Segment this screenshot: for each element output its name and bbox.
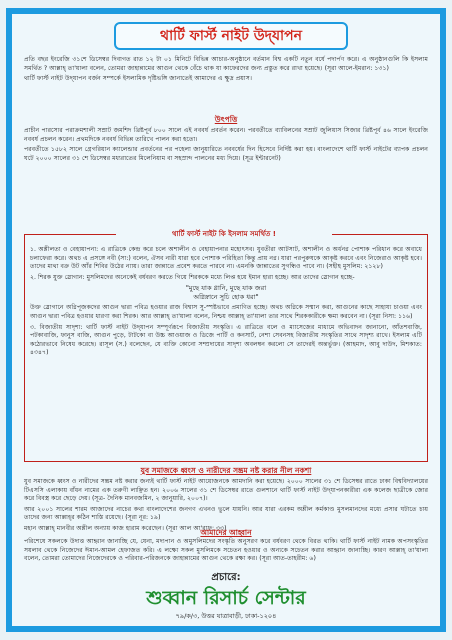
point-item: ২. শিরক যুক্ত স্লোগান: মুসলিমদের অনেকেই বর্ষবরণ করতে গিয়ে শিরককে মধ্যে লিপ্ত হয়ে ইমান হারা হচ্ছে। আর তাদের স্লোগান হচ্ছে-: [30, 273, 355, 281]
appeal-section: [24, 538, 428, 566]
appeal-heading: আমাদের আহ্বান: [200, 528, 252, 537]
origin-heading: উৎপত্তি: [214, 115, 238, 124]
page-title: থার্টি ফার্স্ট নাইট উদ্‌যাপন: [160, 28, 302, 44]
organization-name: শুব্বান রিসার্চ সেন্টার: [146, 587, 306, 609]
youth-heading: যুব সমাজকে ধ্বংস ও নারীদের সম্ভ্রম নষ্ট করার নীল নকশা: [140, 466, 312, 475]
appeal-paragraph: পরিশেষে সকলকে উদাত্ত আহ্বান জানাচ্ছি যে, যেনা, মদ্যপান ও অমুসলিমদের সংস্কৃতি অনুসরণ করে বর্ষবরণ থেকে বিরত থাকি। থার্টি ফার্স্ট নাইট নামক অপসংস্কৃতির সয়লাব থেকে নিজেদের ঈমান-আমল হেফাজত করি। এ লক্ষ্যে সকল মুসলিমকে সচেতন হওয়ার ও অন্যকে সচেতন করার আহ্বান জানাচ্ছি। কারণ আল্লাহ্‌ তা'য়ালা বলেন, তোমরা তোমাদের নিজেদেরকে ও পরিবার-পরিজনকে জাহান্নামের আগুন থেকে রক্ষা কর। (সূরা আত-তাহরীম: ৬): [24, 538, 428, 563]
intro-paragraph: প্রতি বছর ইংরেজি ৩১শে ডিসেম্বর দিবাগত রাত ১২ টা ০১ মিনিটে বিভিন্ন আচার-অনুষ্ঠানে বর্তমান বিশ্ব একটি নতুন বর্ষে পদার্পণ করে। এ অনুষ্ঠানগুলি কি ইসলাম সমর্থিত ? আল্লাহ্‌ তা'য়ালা বলেন, তোমরা জাহান্নামের আগুন থেকে বেঁচে থাক যা কাফেরদের জন্য প্রস্তুত করে রাখা হয়েছে। (সূরা আলে-ইমরান: ১৩১): [24, 56, 428, 72]
origin-paragraph: প্রাচীন পারস্যের পরাক্রমশালী সম্রাট জমশিদ খ্রিষ্টপূর্ব ৮০০ সালে এই নববর্ষ প্রবর্তন করেন। পরবর্তীতে ব্যাবিলনের সম্রাট জুলিয়াস সিজার খ্রিষ্টপূর্ব ৪৬ সালে ইংরেজি নববর্ষ প্রচলন করেন। প্রথমদিকে নববর্ষ বিভিন্ন তারিখে পালন করা হতো।: [24, 127, 428, 143]
poster: [6, 8, 446, 632]
points-section: [30, 246, 422, 360]
title-box: [114, 22, 348, 50]
intro-paragraph: থার্টি ফার্স্ট নাইট উদ্‌যাপন বর্জন সম্পর্কে ইসলামিক দৃষ্টিভঙ্গি জানাতেই আমাদের এ ক্ষুদ্র প্রয়াস।: [24, 75, 253, 83]
poem-line: "মুছে যাক গ্লানি, মুছে যাক জরা: [185, 284, 267, 293]
youth-paragraph: মহান আল্লাহ্‌ মানবীর অশ্লীল অন্যায় কাজ হারাম করেছেন। (সূরা আল আ'রাফ: ৩৩): [24, 524, 227, 532]
point-item: উক্ত স্লোগানে অগ্নিপূজকদের আগুন দ্বারা পবিত্র হওয়ার রাজ বিশ্বাস সু-স্পষ্টভাবে প্রমাণিত হচ্ছে। অথচ অগ্নিকে সম্মান করা, আগুনের কাছে সাহায্য চাওয়া এবং আগুন দ্বারা পবিত্র হওয়ার ধারণা করা শিরক। আর আল্লাহ্‌ তা'য়ালা বলেন, নিশ্চয় আল্লাহ্‌ তা'য়ালা তার সাথে শিরককারীকে ক্ষমা করবেন না। (সূরা নিসা: ১১৬): [30, 304, 422, 320]
poster-inner: [16, 18, 436, 622]
point-item: ৩. বিজাতীয় সাদৃশ্য: থার্টি ফার্স্ট নাইট উদ্‌যাপন সম্পূর্ণরূপে বিজাতীয় সংস্কৃতি। এ রাত্রিতে বলে ও ম্যাসেজের মাধ্যমে অভিবাদন জানানো, আঁতশবাজি, পটকাবাজি, ফানুস বাজি, আগুন পুড়ে, টাটকো বা উচ্চ আওয়াজ ও ডিজে পার্টি ও কনসার্ট, নেশা সেবনসহ বিজাতীয় সংস্কৃতির সাথে সাদৃশ্য রাখে। ইসলাম এটি কঠোরভাবে নিষেধ করেছে। রাসূল (স.) বলেছেন, যে ব্যক্তি কোনো সম্প্রদায়ের সাদৃশ্য অবলম্বন করলো সে তাদেরই অন্তর্ভুক্ত। (আহমাদ, আবু দাউদ, মিশকাত: ৪৩৪৭): [30, 323, 422, 357]
origin-paragraph: পরবর্তীতে ১৫৮২ সালে গ্রেগরিয়ান ক্যালেন্ডার প্রবর্তনের পর পহেলা জানুয়ারিতে নববর্ষের দিন হিসেবে নির্দিষ্ট করা হয়। বাংলাদেশে থার্টি ফার্স্ট নাইটের ব্যাপক প্রচলন ঘটে ২০০০ সালের ৩১ শে ডিসেম্বর মধ্যরাতের মিলেনিয়াম বা সহস্রাব্দ পালনের মধ্য দিয়ে। (সূত্র ইন্টারনেট): [24, 146, 428, 162]
intro-section: [24, 56, 428, 86]
origin-section: [24, 127, 428, 165]
poem-line: অগ্নিস্নানে সুচি হোক ধরা": [193, 293, 259, 302]
prochare-label: প্রচারে:: [211, 572, 241, 583]
slogan-poem: [30, 284, 422, 302]
youth-paragraph: আর ২০০১ সালের শারম আজাদের নাচের কথা বাংলাদেশের জনগণ এখনও ভুলে যায়নি। আর যারা এরকম অশ্লীল কর্মকাণ্ড মুসলমানদের মধ্যে প্রসার ঘটাতে চায় তাদের জন্য আল্লাহ্‌র কঠিন শাস্তি রয়েছে। (সূরা নূর: ১৯): [24, 505, 428, 522]
point-item: ১. অশ্লীলতা ও বেহায়াপনা: এ রাত্রিকে কেন্দ্র করে চলে অশালীন ও বেহায়াপনার মহোৎসব। যুবতীরা আটসাট, অশালীন ও অর্ধনগ্ন পোশাক পরিধান করে অবাধে চলাফেরা করে। অথচ এ প্রসঙ্গে নবী (সা:) বলেন, ঐসব নারী যারা হবে পোশাক পরিহিতা কিন্তু প্রায় নগ্ন। যারা পরপুরুষকে আকৃষ্ট করবে এবং নিজেরাও আকৃষ্ট হবে। তাদের মাথা বক্র উট আঁর শিবির উঠের ন্যায়। তারা জান্নাতে প্রবেশ করতে পারবে না। এমনকি জান্নাতের সুগন্ধিও পাবে না। (সহীহ মুসলিম: ২১২৮): [30, 246, 422, 271]
youth-section: [24, 478, 428, 536]
youth-paragraph: যুব সমাজকে ধ্বংস ও নারীদের সম্ভ্রম নষ্ট করার জন্যই থার্টি ফার্স্ট নাইট আয়োজনকে আমদানি করা হয়েছে। ২০০০ সালের ৩১ শে ডিসেম্বর রাতে ঢাকা বিশ্ববিদ্যালয়ের টিএসসি এলাকায় বাঁধন নামের এক তরুণী লাঞ্ছিত হন। ২০০৬ সালের ৩১ শে ডিসেম্বর রাতে গুলশানে থার্টি ফার্স্ট নাইট উদ্‌যাপনকারীরা এক কলেজ ছাত্রীকে জোর করে বিবস্ত্র করে ছেড়ে দেয়। (সূত্র- দৈনিক মানবজমিন, ২ জানুয়ারি, ২০০৭)।: [24, 478, 428, 503]
organization-address: ৭৯/ক/৩, উত্তর যাত্রাবাড়ী, ঢাকা-১২০৪: [175, 612, 277, 620]
box-title: থার্টি ফার্স্ট নাইট কি ইসলাম সমর্থিত !: [116, 228, 332, 240]
